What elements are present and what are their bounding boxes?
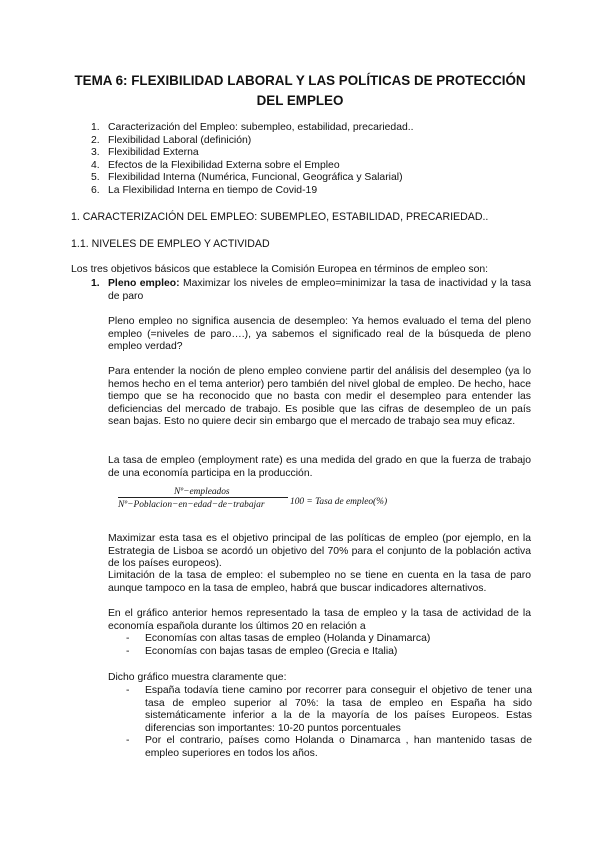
toc-item: 5. Flexibilidad Interna (Numérica, Funcional, Geográfica y Salarial) [91, 172, 403, 183]
section-heading-1-1: 1.1. NIVELES DE EMPLEO Y ACTIVIDAD [71, 238, 270, 250]
toc-item: 6. La Flexibilidad Interna en tiempo de Covid-19 [91, 184, 318, 196]
objective-text: Maximizar los niveles de empleo=minimizar la tasa de inactividad y la tasa de paro [108, 278, 531, 302]
formula-result: 100 = Tasa de empleo(%) [290, 497, 388, 507]
paragraph-limitacion: Limitación de la tasa de empleo: el subempleo no se tiene en cuenta en la tasa de paro aunque tampoco en la tasa de empleo, habrá que buscar indicadores alternativos. [108, 570, 531, 594]
paragraph-grafico: En el gráfico anterior hemos representado la tasa de empleo y la tasa de actividad de la economía española durante los últimos 20 en relación a [108, 608, 531, 632]
table-of-contents [91, 122, 531, 197]
list-item: - Economías con altas tasas de empleo (Holanda y Dinamarca) [126, 633, 431, 644]
document-title: TEMA 6: FLEXIBILIDAD LABORAL Y LAS POLÍTICAS DE PROTECCIÓN DEL EMPLEO [74, 73, 526, 108]
intro-paragraph: Los tres objetivos básicos que establece la Comisión Europea en términos de empleo son: [71, 264, 489, 275]
formula-denominator: Nº−Poblacion−en−edad−de−trabajar [118, 500, 265, 510]
list-item: - Por el contrario, países como Holanda o Dinamarca , han mantenido tasas de empleo superiores en todos los años. [126, 735, 532, 759]
paragraph-tasa-empleo: La tasa de empleo (employment rate) es una medida del grado en que la fuerza de trabajo de una economía participa en la producción. [108, 455, 531, 479]
list-item: - España todavía tiene camino por recorrer para conseguir el objetivo de tener una tasa de empleo superior al 70%: la tasa de empleo en España ha sido sistemáticamente inferior a la de la mayoría de los países Europeos. Estas diferencias son importantes: 10-20 puntos porcentuales [126, 685, 532, 734]
toc-item: 3. Flexibilidad Externa [91, 147, 199, 158]
section-heading-1: 1. CARACTERIZACIÓN DEL EMPLEO: SUBEMPLEO, ESTABILIDAD, PRECARIEDAD.. [71, 211, 489, 223]
toc-item: 1. Caracterización del Empleo: subempleo, estabilidad, precariedad.. [91, 122, 414, 133]
employment-rate-formula [114, 482, 414, 516]
list-item: - Economías con bajas tasas de empleo (Grecia e Italia) [126, 645, 398, 657]
objective-label: Pleno empleo: [108, 278, 180, 289]
objective-number: 1. [91, 278, 100, 289]
objective-item-1 [91, 278, 531, 303]
paragraph-nocion: Para entender la noción de pleno empleo conviene partir del análisis del desempleo (ya lo hemos hecho en el tema anterior) pero también del nivel global de empleo. De hecho, hace tiempo que se ha reconocido que no basta con medir el desempleo para entender las deficiencias del mercado de trabajo. Es posible que las cifras de desempleo de un país sean bajas. Esto no quiere decir sin embargo que el mercado de trabajo sea muy eficaz. [108, 366, 531, 428]
paragraph-maximizar: Maximizar esta tasa es el objetivo principal de las políticas de empleo (por ejemplo, en la Estrategia de Lisboa se acordó un objetivo del 70% para el conjunto de la población activa de los países europeos). [108, 533, 531, 570]
conclusions-list [126, 685, 532, 761]
toc-item: 4. Efectos de la Flexibilidad Externa sobre el Empleo [91, 159, 340, 171]
formula-fraction-bar [118, 497, 288, 498]
paragraph-dicho-grafico: Dicho gráfico muestra claramente que: [108, 672, 287, 683]
paragraph-pleno-empleo: Pleno empleo no significa ausencia de desempleo: Ya hemos evaluado el tema del pleno empleo (=niveles de paro….), ya sabemos el significado real de la búsqueda de pleno empleo verdad? [108, 316, 531, 353]
economies-list [126, 633, 531, 658]
formula-numerator: Nº−empleados [174, 487, 230, 497]
toc-item: 2. Flexibilidad Laboral (definición) [91, 134, 252, 146]
